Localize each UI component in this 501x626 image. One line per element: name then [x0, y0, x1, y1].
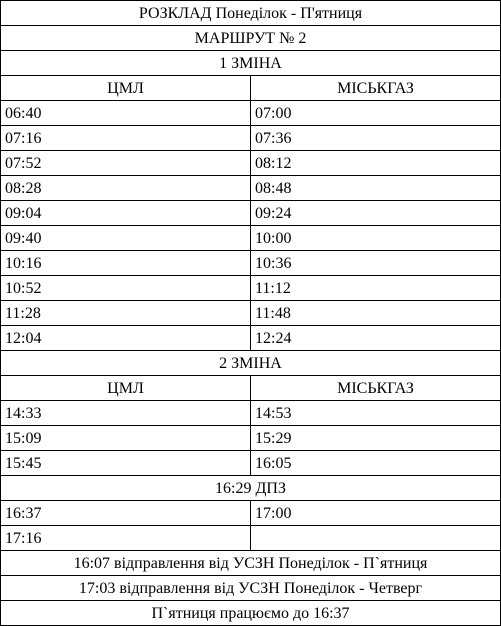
- departure-time: 10:52: [1, 276, 251, 301]
- table-row: [1, 326, 501, 351]
- table-row: [1, 201, 501, 226]
- table-row: [1, 276, 501, 301]
- table-row: [1, 526, 501, 551]
- departure-time: 07:16: [1, 126, 251, 151]
- arrival-time: 10:00: [251, 226, 501, 251]
- arrival-time: 11:12: [251, 276, 501, 301]
- departure-time: 09:04: [1, 201, 251, 226]
- dpz-label: 16:29 ДПЗ: [1, 476, 501, 501]
- dpz-row: [1, 476, 501, 501]
- table-row: [1, 426, 501, 451]
- note-row: [1, 576, 501, 601]
- table-row: [1, 401, 501, 426]
- arrival-time: 11:48: [251, 301, 501, 326]
- route-row: [1, 26, 501, 51]
- table-row: [1, 101, 501, 126]
- arrival-time: 12:24: [251, 326, 501, 351]
- arrival-time: 07:36: [251, 126, 501, 151]
- departure-time: 17:16: [1, 526, 251, 551]
- departure-time: 12:04: [1, 326, 251, 351]
- title-row: [1, 1, 501, 26]
- departure-time: 07:52: [1, 151, 251, 176]
- shift1-col-left: ЦМЛ: [1, 76, 251, 101]
- shift1-row: [1, 51, 501, 76]
- shift2-col-left: ЦМЛ: [1, 376, 251, 401]
- departure-time: 15:45: [1, 451, 251, 476]
- arrival-time: 08:12: [251, 151, 501, 176]
- arrival-time: 08:48: [251, 176, 501, 201]
- shift2-header-row: [1, 376, 501, 401]
- arrival-time: 07:00: [251, 101, 501, 126]
- shift2-label: 2 ЗМІНА: [1, 351, 501, 376]
- table-row: [1, 501, 501, 526]
- table-row: [1, 151, 501, 176]
- departure-time: 10:16: [1, 251, 251, 276]
- arrival-time: 09:24: [251, 201, 501, 226]
- note-friday: П`ятниця працюємо до 16:37: [1, 601, 501, 626]
- shift1-label: 1 ЗМІНА: [1, 51, 501, 76]
- arrival-time: 15:29: [251, 426, 501, 451]
- schedule-title: РОЗКЛАД Понеділок - П'ятниця: [1, 1, 501, 26]
- departure-time: 08:28: [1, 176, 251, 201]
- departure-time: 16:37: [1, 501, 251, 526]
- arrival-time: 10:36: [251, 251, 501, 276]
- route-label: МАРШРУТ № 2: [1, 26, 501, 51]
- departure-time: 15:09: [1, 426, 251, 451]
- table-row: [1, 176, 501, 201]
- table-row: [1, 301, 501, 326]
- note-row: [1, 601, 501, 626]
- shift2-col-right: МІСЬКГАЗ: [251, 376, 501, 401]
- shift1-col-right: МІСЬКГАЗ: [251, 76, 501, 101]
- arrival-time: [251, 526, 501, 551]
- note-mon-thu: 17:03 відправлення від УСЗН Понеділок - Четверг: [1, 576, 501, 601]
- shift2-row: [1, 351, 501, 376]
- departure-time: 11:28: [1, 301, 251, 326]
- arrival-time: 17:00: [251, 501, 501, 526]
- departure-time: 09:40: [1, 226, 251, 251]
- departure-time: 06:40: [1, 101, 251, 126]
- note-weekday: 16:07 відправлення від УСЗН Понеділок - П`ятниця: [1, 551, 501, 576]
- arrival-time: 14:53: [251, 401, 501, 426]
- table-row: [1, 451, 501, 476]
- shift1-header-row: [1, 76, 501, 101]
- table-row: [1, 226, 501, 251]
- table-row: [1, 251, 501, 276]
- departure-time: 14:33: [1, 401, 251, 426]
- arrival-time: 16:05: [251, 451, 501, 476]
- table-row: [1, 126, 501, 151]
- note-row: [1, 551, 501, 576]
